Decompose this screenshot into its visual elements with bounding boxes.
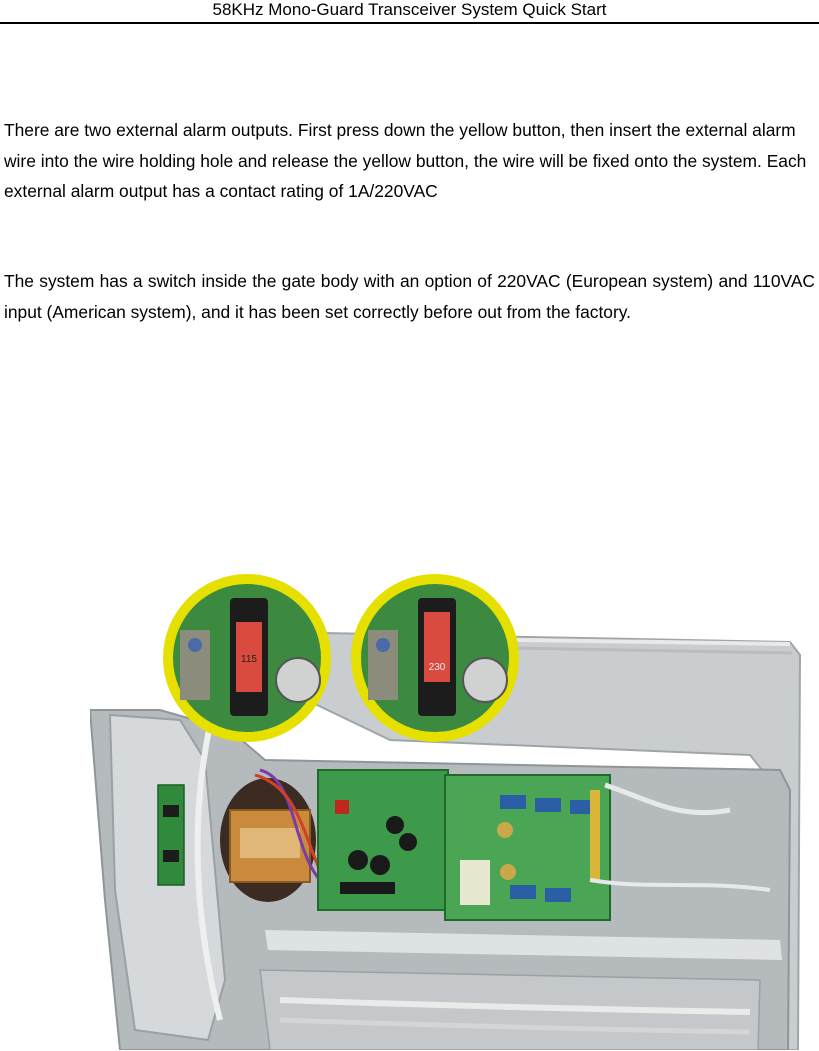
- page-header: [0, 0, 819, 24]
- alarm-outputs-paragraph: There are two external alarm outputs. First press down the yellow button, then insert the external alarm wire into the wire holding hole and release the yellow button, the wire will be fixed onto the system. Each external alarm output has a contact rating of 1A/220VAC: [4, 120, 807, 201]
- voltage-switch-paragraph: The system has a switch inside the gate body with an option of 220VAC (European system) and 110VAC input (American system), and it has been set correctly before out from the factory.: [4, 271, 815, 322]
- gate-body-photo: [90, 560, 802, 1050]
- switch-230-inset: [351, 574, 519, 742]
- switch-label-115: 115: [241, 654, 257, 665]
- switch-115-inset: [163, 574, 331, 742]
- switch-label-230: 230: [428, 662, 446, 673]
- page-title: 58KHz Mono-Guard Transceiver System Quick Start: [212, 0, 607, 19]
